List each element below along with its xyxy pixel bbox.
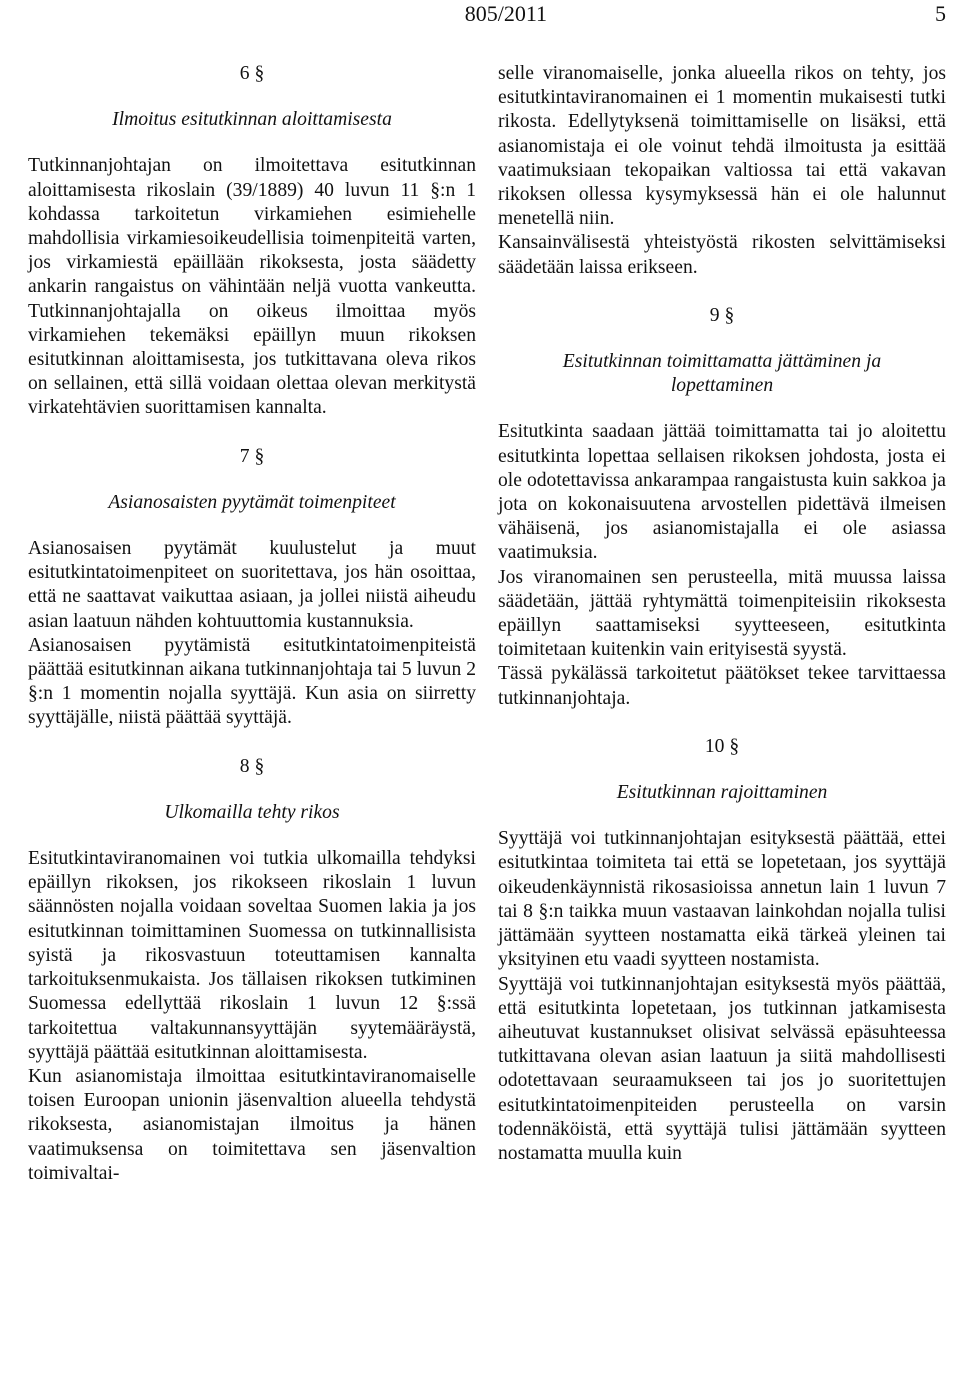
section-10-title: Esitutkinnan rajoittaminen (616, 782, 828, 804)
section-8-number: 8 § (239, 755, 265, 777)
left-column (28, 62, 476, 1186)
section-9-paragraph-2: Jos viranomainen sen perusteella, mitä muussa laissa säädetään, jättää ryhtymättä toimenpiteisiin rikoksesta epäillyn saattamiseksi syytteeseen, esitutkinta toimitetaan kuitenkin vain erityisestä syystä. (498, 566, 946, 661)
section-7-paragraph-2: Asianosaisen pyytämistä esitutkintatoimenpiteistä päättää esitutkinnan aikana tutkinnanjohtaja tai 5 luvun 2 §:n 1 momentin nojalla syyttäjä. Kun asia on siirretty syyttäjälle, niistä päättää syyttäjä. (28, 634, 476, 729)
section-9-paragraph-1: Esitutkinta saadaan jättää toimittamatta tai jo aloitettu esitutkinta lopettaa sellaisen rikoksen johdosta, josta ei ole odotettavissa ankarampaa rangaistusta kuin sakkoa ja jota on kokonaisuutena arvostellen pidettävä ilmeisen vähäisenä, jos asianomistajalla ei ole asiassa vaatimuksia. (498, 421, 946, 564)
section-10-paragraph-1: Syyttäjä voi tutkinnanjohtajan esityksestä päättää, ettei esitutkintaa toimiteta tai että se lopetetaan, jos syyttäjä oikeudenkäynnistä rikosasioissa annetun lain 1 luvun 7 tai 8 §:n taikka muun vastaavan lainkohdan nojalla tulisi jättämään syytteen nostamatta eikä tärkeä yleinen tai yksityinen etu vaadi syytteen nostamista. (498, 828, 946, 971)
section-9-paragraph-3: Tässä pykälässä tarkoitetut päätökset tekee tarvittaessa tutkinnanjohtaja. (498, 663, 946, 709)
section-10-number: 10 § (704, 735, 740, 757)
section-9-title: Esitutkinnan toimittamatta jättäminen ja lopettaminen (562, 351, 882, 397)
section-7-paragraph-1: Asianosaisen pyytämät kuulustelut ja muut esitutkintatoimenpiteet on suoritettava, jos hän osoittaa, että ne saattavat vaikuttaa asiaan, ja jollei niistä aiheudu asian laatuun nähden kohtuuttomia kustannuksia. (28, 538, 476, 632)
section-8-title: Ulkomailla tehty rikos (164, 801, 340, 823)
section-10-paragraph-2: Syyttäjä voi tutkinnanjohtajan esityksestä myös päättää, että esitutkinta lopetetaan, jos tutkinnan jatkamisesta aiheutuvat kustannukset olisivat selvässä epäsuhteessa tutkittavana olevan asian laatuun ja siitä mahdollisesti odotettavaan seuraamukseen tai jos jo suoritettujen esitutkintatoimenpiteiden perusteella on varsin todennäköistä, että syyttäjä tulisi jättämään syytteen nostamatta muulla kuin (498, 973, 946, 1164)
page-number: 5 (935, 1, 946, 26)
section-7-number: 7 § (239, 445, 265, 467)
section-6-title: Ilmoitus esitutkinnan aloittamisesta (112, 109, 392, 131)
right-column (498, 62, 946, 1166)
section-7-title: Asianosaisten pyytämät toimenpiteet (108, 491, 396, 513)
section-8-paragraph-2: Kun asianomistaja ilmoittaa esitutkintaviranomaiselle toisen Euroopan unionin jäsenvaltion alueella tehdystä rikoksesta, asianomistajan ilmoitus ja hänen vaatimuksensa on toimitettava sen jäsenvaltion toimivaltai- (28, 1065, 476, 1184)
section-8-paragraph-1: Esitutkintaviranomainen voi tutkia ulkomailla tehdyksi epäillyn rikoksen, jos rikokseen rikoslain 1 luvun säännösten nojalla voidaan soveltaa Suomen lakia ja jos esitutkinnan toimittaminen Suomessa on tutkinnallisista syistä ja rikosvastuun toteuttamisen kannalta tarkoituksenmukaista. Jos tällaisen rikoksen tutkiminen Suomessa edellyttää rikoslain 1 luvun 12 §:ssä tarkoitettua valtakunnansyyttäjän syytemääräystä, syyttäjä päättää esitutkinnan aloittamisesta. (28, 848, 476, 1063)
section-6-number: 6 § (239, 63, 265, 84)
section-6-paragraph-1: Tutkinnanjohtajan on ilmoitettava esitutkinnan aloittamisesta rikoslain (39/1889) 40 luvun 11 §:n 1 kohdassa tarkoitetun virkamiehen esimiehelle mahdollisia virkamiesoikeudellisia toimenpiteitä varten, jos virkamiestä epäillään rikoksesta, josta säädetty ankarin rangaistus on vähintään neljä vuotta vankeutta. Tutkinnanjohtajalla on oikeus ilmoittaa myös virkamiehen tekemäksi epäillyn muun rikoksen esitutkinnan aloittamisesta, jos tutkittavana oleva rikos on sellainen, että sillä voidaan olettaa olevan merkitystä virkatehtävien suorittamisen kannalta. (28, 155, 476, 419)
section-8-continuation-1: selle viranomaiselle, jonka alueella rikos on tehty, jos esitutkintaviranomainen ei 1 momentin mukaisesti tutki rikosta. Edellytyksenä toimittamiselle on lisäksi, että asianomistaja ei ole voinut tehdä ilmoitusta ja esittää vaatimuksiaan tekopaikan valtiossa tai että vakavan rikoksen ollessa kysymyksessä hän ei ole halunnut menetellä niin. (498, 63, 946, 230)
section-9-number: 9 § (709, 304, 735, 326)
statute-number: 805/2011 (464, 1, 547, 26)
section-8-continuation-2: Kansainvälisestä yhteistyöstä rikosten selvittämiseksi säädetään laissa erikseen. (498, 232, 946, 278)
page-header (465, 0, 946, 28)
